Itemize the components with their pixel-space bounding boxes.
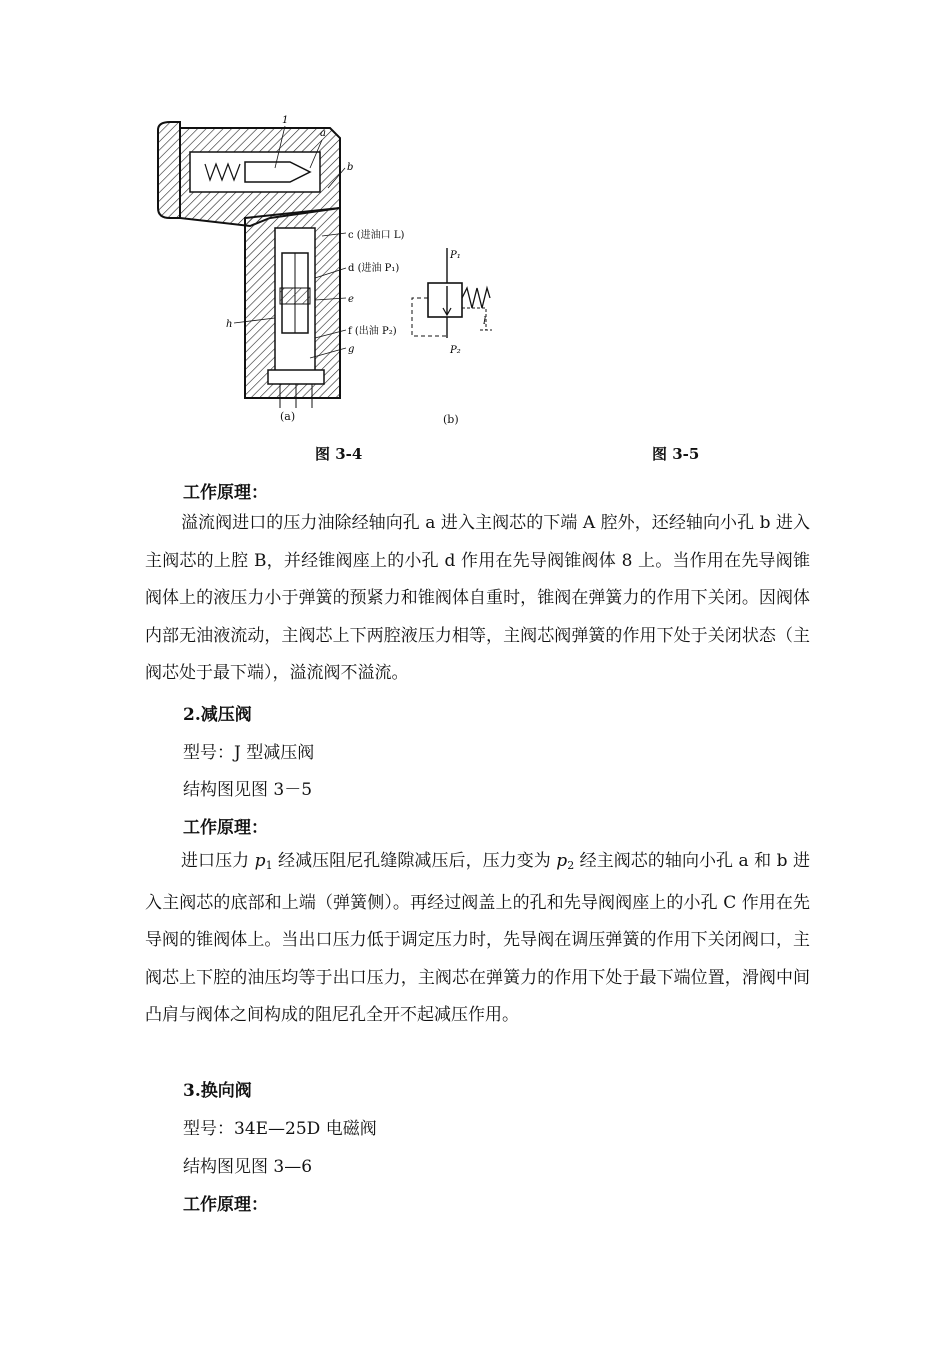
subfigure-label-b: (b) bbox=[443, 413, 459, 426]
p2-subscript: 2 bbox=[567, 859, 575, 872]
spool-land bbox=[280, 288, 310, 304]
label-c: c (进油口 L) bbox=[348, 230, 405, 241]
section3-principle-heading: 工作原理： bbox=[183, 1195, 268, 1215]
section2-paragraph bbox=[145, 843, 810, 1035]
p2-text-3: 经主阀芯的轴向小孔 a 和 b 进入主阀芯的底部和上端（弹簧侧）。再经过阀盖上的孔和先导阀阀座上的小孔 C 作用在先导阀的锥阀体上。当出口压力低于调定压力时，先导阀在调压弹簧的作用下关闭阀口，主阀芯上下腔的油压均等于出口压力，主阀芯在弹簧力的作用下处于最下端位置，滑阀中间凸肩与阀体之间构成的阻尼孔全开不起减压作用。 bbox=[145, 851, 810, 1025]
section2-model: 型号：J 型减压阀 bbox=[183, 743, 315, 763]
label-h: h bbox=[226, 319, 233, 330]
p1-subscript: 1 bbox=[265, 859, 273, 872]
label-b: b bbox=[347, 162, 354, 173]
handwheel-shape bbox=[158, 122, 180, 218]
section2-principle-heading: 工作原理： bbox=[183, 818, 268, 838]
label-f: f (出油 P₂) bbox=[348, 326, 397, 337]
p2-text-1: 进口压力 bbox=[181, 851, 255, 871]
section1-paragraph: 溢流阀进口的压力油除经轴向孔 a 进入主阀芯的下端 A 腔外，还经轴向小孔 b 进入主阀芯的上腔 B，并经锥阀座上的小孔 d 作用在先导阀锥阀体 8 上。当作用在先导阀锥阀体上的液压力小于弹簧的预紧力和锥阀体自重时，锥阀在弹簧力的作用下关闭。因阀体内部无油液流动，主阀芯上下两腔液压力相等，主阀芯阀弹簧的作用下处于关闭状态（主阀芯处于最下端），溢流阀不溢流。 bbox=[145, 513, 810, 683]
label-e: e bbox=[348, 294, 354, 305]
symbol-spring bbox=[462, 288, 490, 308]
section1-heading: 工作原理： bbox=[183, 483, 268, 503]
symbol-drain bbox=[462, 308, 492, 330]
section3-structure: 结构图见图 3—6 bbox=[183, 1157, 313, 1177]
figure-caption-3-4: 图 3-4 bbox=[315, 445, 363, 463]
section3-model: 型号：34E—25D 电磁阀 bbox=[183, 1119, 377, 1139]
section3-heading: 3.换向阀 bbox=[183, 1081, 252, 1101]
section2-heading: 2.减压阀 bbox=[183, 705, 252, 725]
label-l: l bbox=[483, 316, 487, 327]
p2-variable: p bbox=[556, 851, 568, 871]
valve-figure bbox=[150, 108, 510, 438]
label-d: d (进油 P₁) bbox=[348, 263, 400, 274]
label-g: g bbox=[348, 344, 355, 355]
label-a: a bbox=[320, 128, 326, 139]
subfigure-label-a: (a) bbox=[280, 410, 296, 423]
figure-caption-3-5: 图 3-5 bbox=[652, 445, 700, 463]
bottom-cap bbox=[268, 370, 324, 384]
section2-structure: 结构图见图 3－5 bbox=[183, 780, 313, 800]
label-p2: P₂ bbox=[450, 345, 461, 356]
p2-text-2: 经减压阻尼孔缝隙减压后，压力变为 bbox=[272, 851, 557, 871]
p1-variable: p bbox=[254, 851, 266, 871]
label-p1: P₁ bbox=[450, 250, 461, 261]
label-1: 1 bbox=[282, 115, 289, 126]
